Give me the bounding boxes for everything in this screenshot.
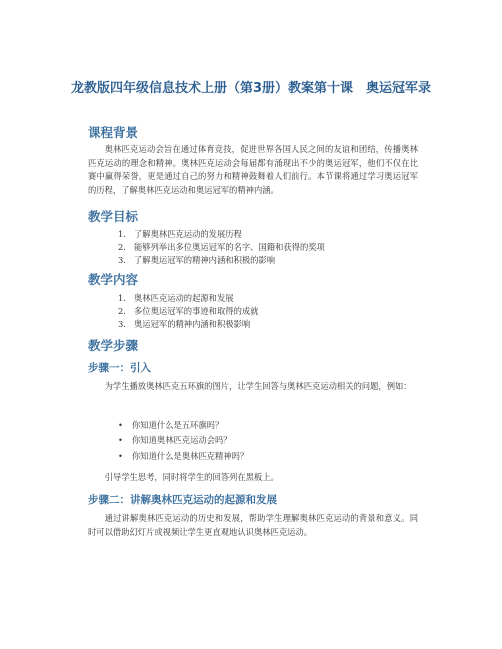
goal-text: 了解奥运冠军的精神内涵和积极的影响 xyxy=(134,255,276,265)
step2-paragraph: 通过讲解奥林匹克运动的历史和发展，帮助学生理解奥林匹克运动的背景和意义。同时可以借助幻灯片或视频让学生更直观地认识奥林匹克运动。 xyxy=(88,513,418,537)
bullet-icon: • xyxy=(118,435,123,445)
heading-goals: 教学目标 xyxy=(88,209,139,224)
heading-content: 教学内容 xyxy=(88,272,139,287)
heading-step1: 步骤一：引入 xyxy=(88,362,151,374)
bullet-icon: • xyxy=(118,451,123,461)
step1-bullet-item xyxy=(118,419,223,431)
content-number: 2. xyxy=(118,306,126,316)
goal-number: 1. xyxy=(118,229,126,239)
content-text: 多位奥运冠军的事迹和取得的成就 xyxy=(134,306,259,316)
content-item xyxy=(118,305,258,317)
content-number: 3. xyxy=(118,319,126,329)
step1-intro: 为学生播放奥林匹克五环旗的图片，让学生回答与奥林匹克运动相关的问题，例如： xyxy=(104,381,412,391)
goal-item xyxy=(118,241,325,253)
goal-text: 能够列举出多位奥运冠军的名字、国籍和获得的奖项 xyxy=(134,242,325,252)
heading-steps: 教学步骤 xyxy=(88,338,139,353)
content-text: 奥林匹克运动的起源和发展 xyxy=(134,293,234,303)
content-text: 奥运冠军的精神内涵和积极影响 xyxy=(134,319,251,329)
step1-bullet-item xyxy=(118,434,232,446)
bullet-text: 你知道什么是五环旗吗？ xyxy=(132,420,224,430)
background-paragraph: 奥林匹克运动会旨在通过体育竞技，促进世界各国人民之间的友谊和团结，传播奥林匹克运动的理念和精神。奥林匹克运动会每届都有涌现出不少的奥运冠军，他们不仅在比赛中赢得荣誉，更是通过自己的努力和精神鼓舞着人们前行。本节课将通过学习奥运冠军的历程，了解奥林匹克运动和奥运冠军的精神内涵。 xyxy=(88,144,418,195)
goal-item xyxy=(118,228,242,240)
heading-step2: 步骤二：讲解奥林匹克运动的起源和发展 xyxy=(88,494,277,506)
content-item xyxy=(118,292,234,304)
step1-outro: 引导学生思考，同时将学生的回答列在黑板上。 xyxy=(104,472,279,482)
content-item xyxy=(118,318,250,330)
step1-bullet-item xyxy=(118,450,248,462)
goal-number: 3. xyxy=(118,255,126,265)
heading-background: 课程背景 xyxy=(88,125,139,140)
bullet-icon: • xyxy=(118,420,123,430)
goal-number: 2. xyxy=(118,242,126,252)
goal-text: 了解奥林匹克运动的发展历程 xyxy=(134,229,242,239)
bullet-text: 你知道奥林匹克运动会吗？ xyxy=(132,435,232,445)
content-number: 1. xyxy=(118,293,126,303)
bullet-text: 你知道什么是奥林匹克精神吗？ xyxy=(132,451,249,461)
goal-item xyxy=(118,254,275,266)
document-title: 龙教版四年级信息技术上册（第3册）教案第十课 奥运冠军录 xyxy=(70,81,432,96)
